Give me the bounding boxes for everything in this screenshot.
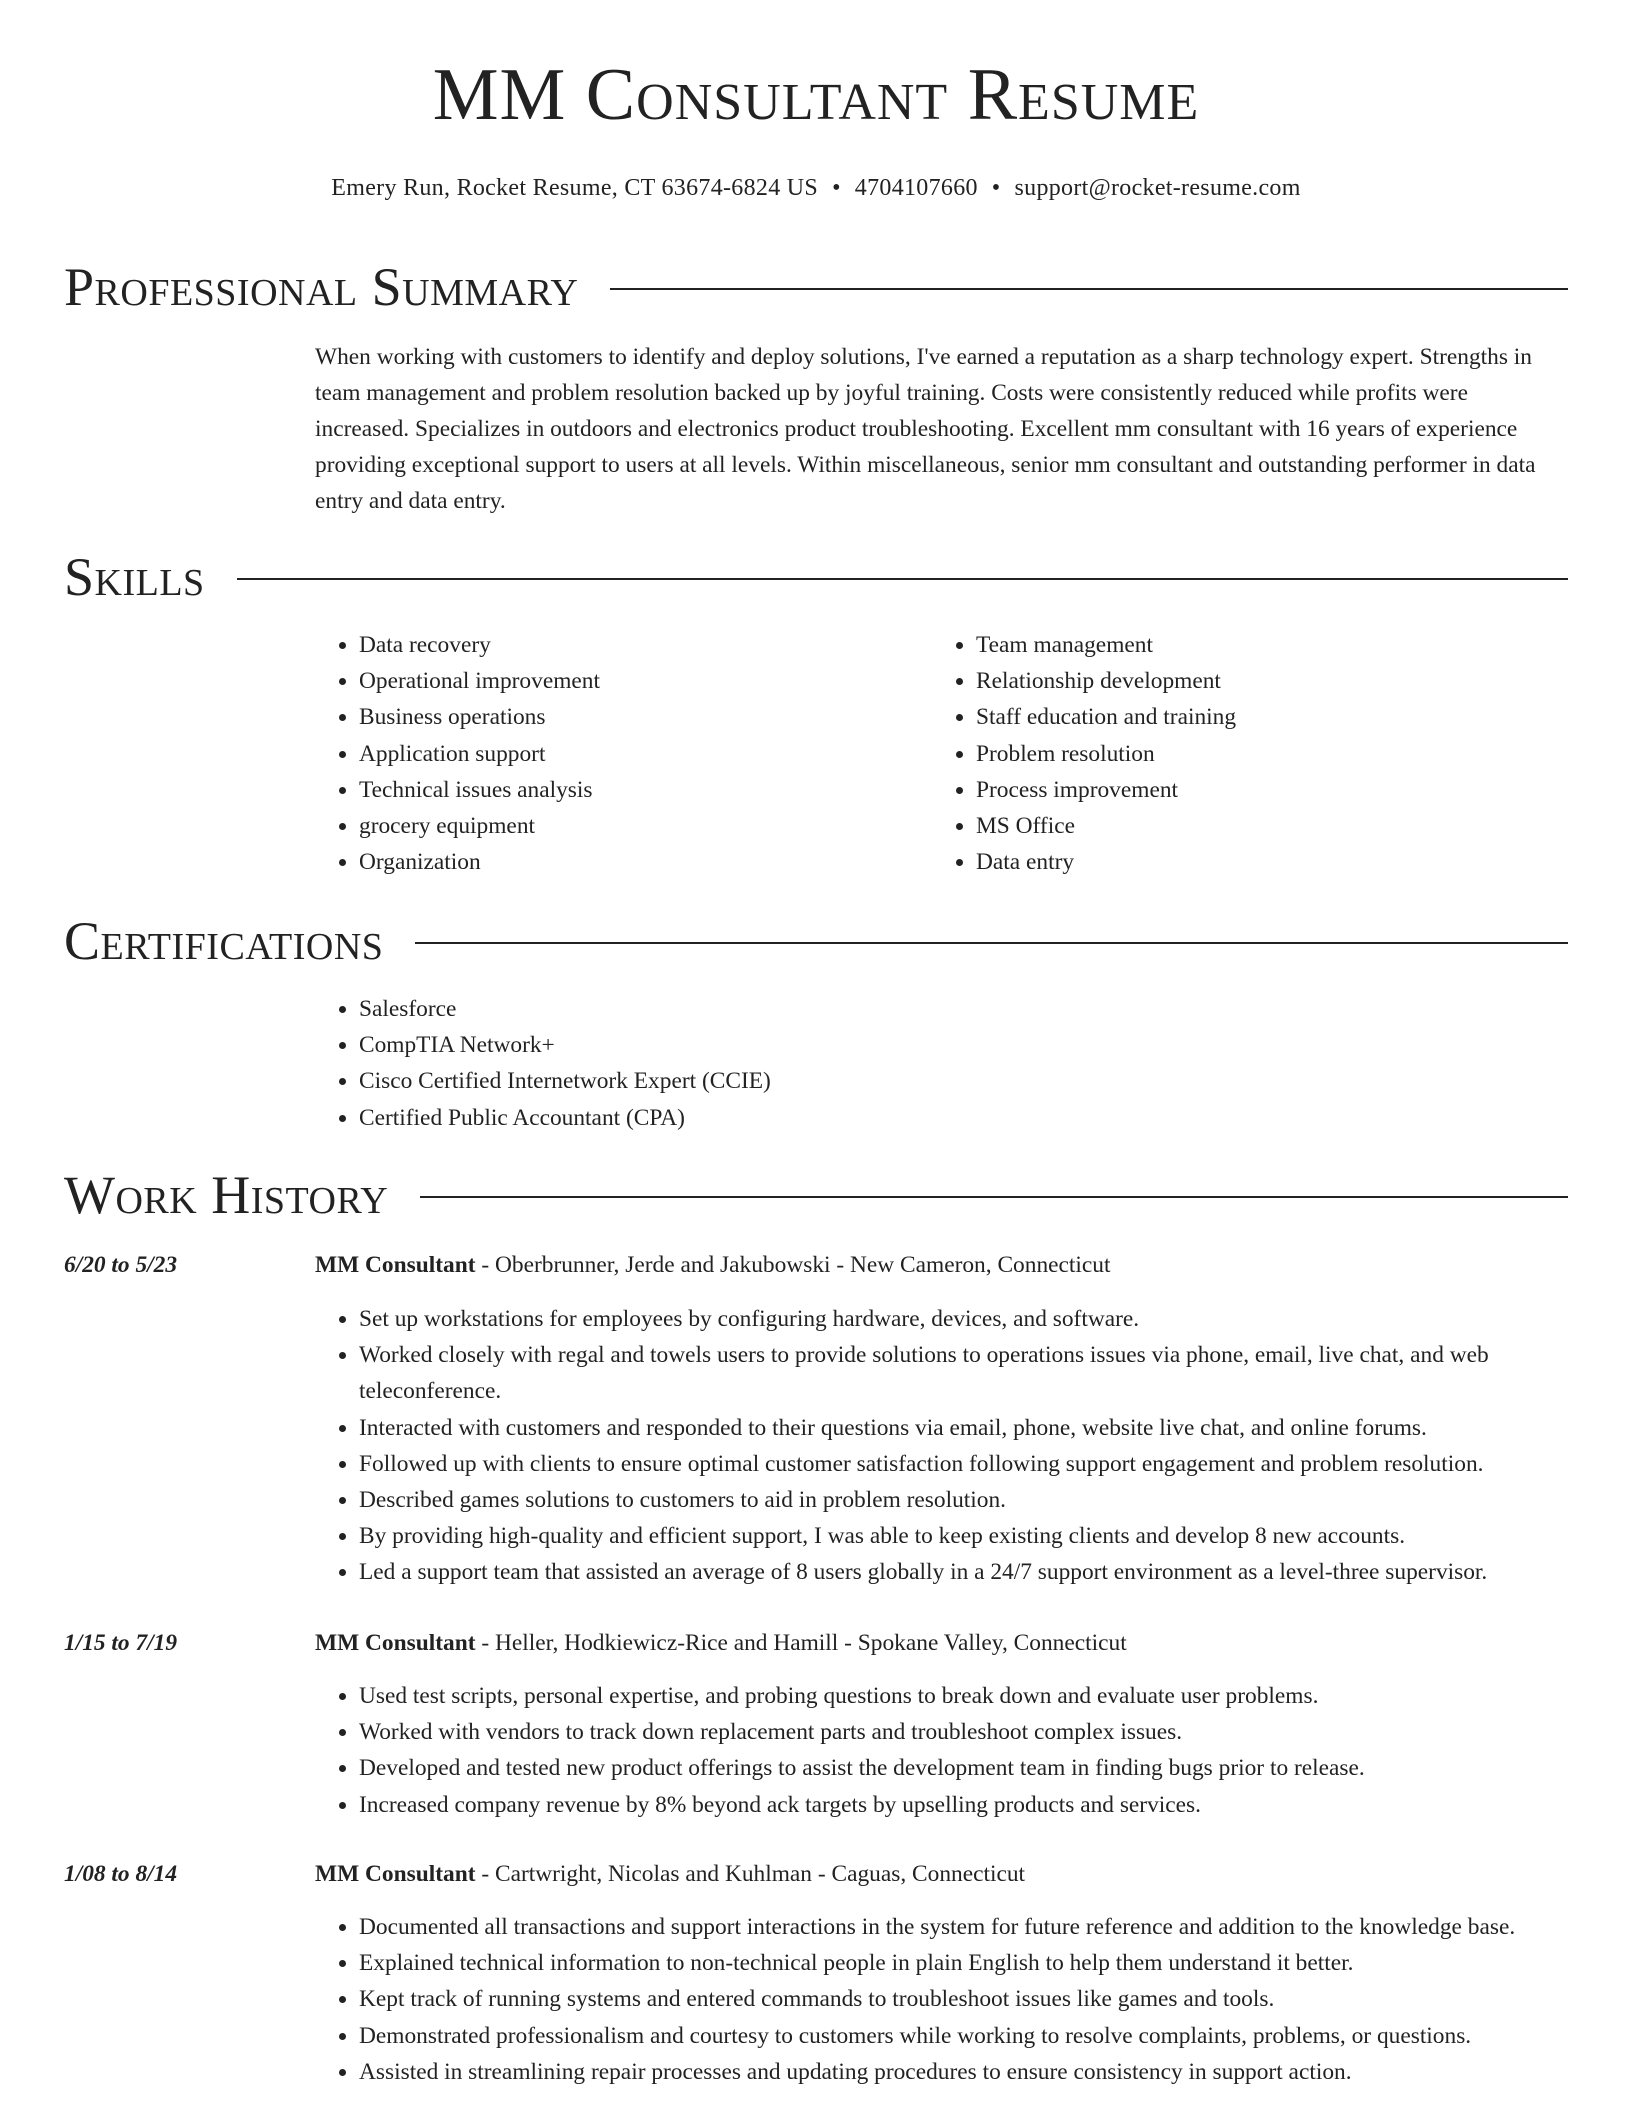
job-employer: - Oberbrunner, Jerde and Jakubowski - New Cameron, Connecticut: [475, 1252, 1111, 1278]
job-duty-item: • Interacted with customers and responded to their questions via email, phone, website live chat, and online forums.: [359, 1410, 1573, 1446]
summary-text: When working with customers to identify and deploy solutions, I've earned a reputation as a sharp technology expert. Strengths in team management and problem resolution backed up by joyful training. Costs were consistently reduced while profits were increased. Specializes in outdoors and electronics product troubleshooting. Excellent mm consultant with 16 years of experience providing exceptional support to users at all levels. Within miscellaneous, senior mm consultant and outstanding performer in data entry and data entry.: [315, 344, 1536, 514]
certification-item: • Salesforce: [359, 991, 1565, 1027]
skill-item: • Relationship development: [976, 663, 1532, 699]
skill-item: • Application support: [359, 736, 875, 772]
skill-item: • Data entry: [976, 844, 1532, 880]
skill-item: • Process improvement: [976, 772, 1532, 808]
contact-separator: •: [832, 175, 841, 201]
certification-item: • CompTIA Network+: [359, 1027, 1565, 1063]
certifications-block: [315, 991, 1565, 1136]
certification-item: • Certified Public Accountant (CPA): [359, 1100, 1565, 1136]
section-title-skills: Skills: [64, 547, 205, 607]
section-header-work-history: [64, 1165, 1568, 1225]
skill-item: • Team management: [976, 627, 1532, 663]
job-duties: [315, 1301, 1573, 1591]
section-divider: [610, 288, 1568, 290]
skills-column-right: [932, 627, 1532, 880]
job-duties-list: [315, 1678, 1573, 1823]
section-header-summary: [64, 257, 1568, 317]
skill-item: • Staff education and training: [976, 699, 1532, 735]
resume-title: MM Consultant Resume: [432, 54, 1200, 136]
job-duties-list: [315, 1301, 1573, 1591]
section-title-work-history: Work History: [64, 1165, 389, 1225]
section-divider: [237, 578, 1568, 580]
skill-item: • grocery equipment: [359, 808, 875, 844]
job-role: MM Consultant: [315, 1252, 476, 1278]
certifications-list: [315, 991, 1565, 1136]
job-duties: [315, 1678, 1573, 1823]
job-duty-item: • Increased company revenue by 8% beyond ack targets by upselling products and services.: [359, 1787, 1573, 1823]
job-dates: 1/15 to 7/19: [64, 1630, 178, 1656]
skill-item: • Organization: [359, 844, 875, 880]
job-duty-item: • Assisted in streamlining repair processes and updating procedures to ensure consistency in support action.: [359, 2054, 1573, 2090]
section-title-certifications: Certifications: [64, 911, 384, 971]
contact-line: [0, 176, 1632, 200]
section-header-skills: [64, 547, 1568, 607]
job-duty-item: • Set up workstations for employees by configuring hardware, devices, and software.: [359, 1301, 1573, 1337]
job-duty-item: • Documented all transactions and support interactions in the system for future reference and addition to the knowledge base.: [359, 1909, 1573, 1945]
certification-item: • Cisco Certified Internetwork Expert (CCIE): [359, 1063, 1565, 1099]
contact-address: Emery Run, Rocket Resume, CT 63674-6824 US: [331, 175, 819, 201]
contact-separator: •: [991, 175, 1001, 201]
job-heading: [315, 1254, 1110, 1277]
skill-item: • MS Office: [976, 808, 1532, 844]
skill-item: • Technical issues analysis: [359, 772, 875, 808]
section-title-summary: Professional Summary: [64, 257, 579, 317]
job-duty-item: • Worked closely with regal and towels users to provide solutions to operations issues via phone, email, live chat, and web teleconference.: [359, 1337, 1573, 1409]
job-duty-item: • Described games solutions to customers to aid in problem resolution.: [359, 1482, 1573, 1518]
job-role: MM Consultant: [315, 1630, 476, 1656]
job-duty-item: • Developed and tested new product offerings to assist the development team in finding bugs prior to release.: [359, 1750, 1573, 1786]
skill-item: • Problem resolution: [976, 736, 1532, 772]
section-divider: [415, 942, 1568, 944]
section-divider: [420, 1196, 1568, 1198]
skill-item: • Operational improvement: [359, 663, 875, 699]
job-duties-list: [315, 1909, 1573, 2090]
job-duty-item: • Led a support team that assisted an average of 8 users globally in a 24/7 support environment as a level-three supervisor.: [359, 1554, 1573, 1590]
contact-phone: 4704107660: [854, 175, 978, 201]
job-duty-item: • Kept track of running systems and entered commands to troubleshoot issues like games and tools.: [359, 1981, 1573, 2017]
skill-item: • Data recovery: [359, 627, 875, 663]
job-duties: [315, 1909, 1573, 2090]
job-duty-item: • Explained technical information to non-technical people in plain English to help them understand it better.: [359, 1945, 1573, 1981]
job-heading: [315, 1863, 1025, 1886]
job-dates: 1/08 to 8/14: [64, 1861, 178, 1887]
job-employer: - Heller, Hodkiewicz-Rice and Hamill - Spokane Valley, Connecticut: [475, 1630, 1127, 1656]
job-dates: 6/20 to 5/23: [64, 1252, 178, 1278]
section-header-certifications: [64, 911, 1568, 971]
job-duty-item: • Demonstrated professionalism and courtesy to customers while working to resolve complaints, problems, or questions.: [359, 2018, 1573, 2054]
skill-item: • Business operations: [359, 699, 875, 735]
job-heading: [315, 1632, 1127, 1655]
skills-column-left: [315, 627, 875, 880]
job-duty-item: • Followed up with clients to ensure optimal customer satisfaction following support engagement and problem resolution.: [359, 1446, 1573, 1482]
job-role: MM Consultant: [315, 1861, 476, 1887]
job-duty-item: • Used test scripts, personal expertise, and probing questions to break down and evaluate user problems.: [359, 1678, 1573, 1714]
job-duty-item: • Worked with vendors to track down replacement parts and troubleshoot complex issues.: [359, 1714, 1573, 1750]
skills-list-left: [315, 627, 875, 880]
skills-list-right: [932, 627, 1532, 880]
job-employer: - Cartwright, Nicolas and Kuhlman - Caguas, Connecticut: [475, 1861, 1026, 1887]
job-duty-item: • By providing high-quality and efficient support, I was able to keep existing clients and develop 8 new accounts.: [359, 1518, 1573, 1554]
contact-email: support@rocket-resume.com: [1014, 175, 1301, 201]
